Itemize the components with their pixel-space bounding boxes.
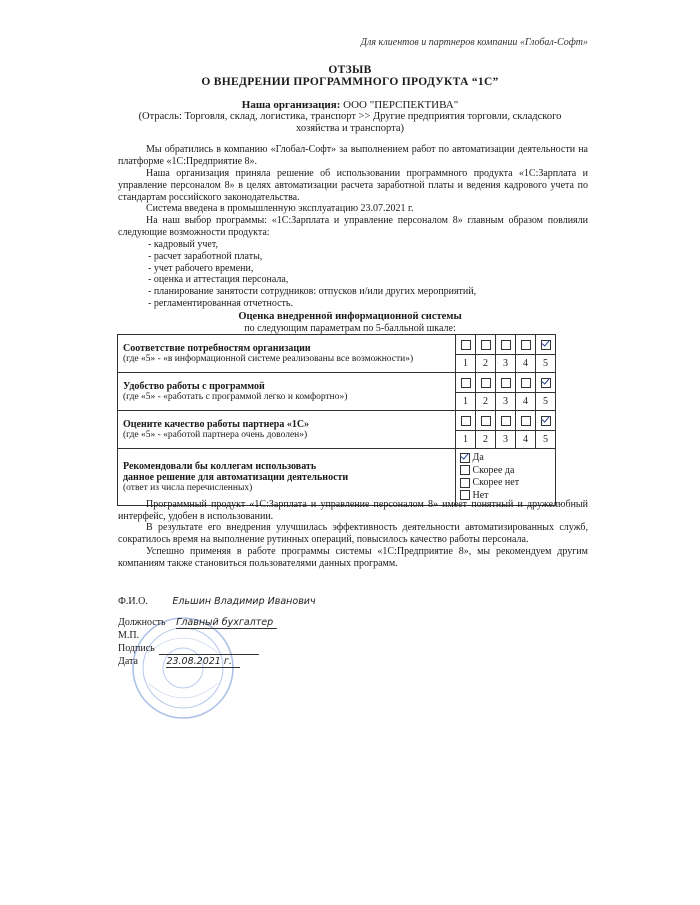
- industry-line: [100, 111, 600, 135]
- score-checkbox[interactable]: [501, 416, 511, 426]
- option-rather-yes[interactable]: Скорее да: [460, 465, 551, 478]
- scale-number: 1: [456, 354, 476, 372]
- scale-number: 4: [516, 430, 536, 448]
- date-label: Дата: [118, 656, 138, 667]
- list-item: - расчет заработной платы,: [148, 250, 263, 262]
- option-checkbox[interactable]: [460, 478, 470, 488]
- scale-number: 5: [536, 430, 556, 448]
- paragraph-choice: На наш выбор программы: «1С:Зарплата и управление персоналом 8» главным образом повлияли следующие возможности продукта:: [118, 215, 588, 238]
- document-title: ОТЗЫВ: [328, 64, 372, 76]
- scale-number: 1: [456, 392, 476, 410]
- score-checkbox[interactable]: [481, 340, 491, 350]
- table-subtitle: по следующим параметрам по 5-балльной шкале:: [244, 323, 456, 334]
- scale-number: 5: [536, 392, 556, 410]
- paragraph-recommend: Успешно применяя в работе программы системы «1С:Предприятие 8», мы рекомендуем другим компаниям также становиться пользователями данных программ.: [118, 546, 588, 569]
- criterion-hint: (где «5» - «в информационной системе реализованы все возможности»): [123, 353, 414, 364]
- table-title: Оценка внедренной информационной системы: [238, 311, 462, 322]
- header-note: Для клиентов и партнеров компании «Глобал-Софт»: [360, 37, 588, 48]
- signature-sign-row: [118, 643, 259, 655]
- recommend-options: [456, 449, 556, 506]
- recommend-title-2: данное решение для автоматизации деятельности: [123, 471, 349, 483]
- feature-list: [148, 239, 476, 310]
- score-checkbox[interactable]: [521, 378, 531, 388]
- scale-number: 2: [476, 430, 496, 448]
- option-checkbox-checked[interactable]: [460, 453, 470, 463]
- rating-table: [117, 334, 556, 506]
- criterion-hint: (где «5» - «работой партнера очень доволен»): [123, 429, 308, 440]
- table-row: [118, 449, 556, 506]
- criterion-cell: [118, 411, 456, 449]
- scale-number: 5: [536, 354, 556, 372]
- score-checkbox[interactable]: [481, 378, 491, 388]
- criterion-cell: [118, 373, 456, 411]
- scale-number: 3: [496, 392, 516, 410]
- scale-number: 4: [516, 392, 536, 410]
- recommend-cell: [118, 449, 456, 506]
- option-rather-no[interactable]: Скорее нет: [460, 477, 551, 490]
- criterion-cell: [118, 335, 456, 373]
- option-yes[interactable]: Да: [460, 452, 551, 465]
- score-checkbox[interactable]: [461, 378, 471, 388]
- paragraph-launch: Система введена в промышленную эксплуатацию 23.07.2021 г.: [146, 203, 414, 214]
- scale-number: 3: [496, 354, 516, 372]
- scale-number: 2: [476, 354, 496, 372]
- scale-number: 1: [456, 430, 476, 448]
- signature-name-row: [118, 596, 316, 607]
- organization-label: Наша организация:: [241, 99, 341, 111]
- position-value: Главный бухгалтер: [176, 617, 277, 629]
- option-checkbox[interactable]: [460, 465, 470, 475]
- criterion-title: Соответствие потребностям организации: [123, 342, 311, 354]
- paragraph-decision: Наша организация приняла решение об использовании программного продукта «1С:Зарплата и управление персоналом 8» в целях автоматизации расчета заработной платы и ведения кадрового учета по стандартам российского законодательства.: [118, 168, 588, 203]
- score-checkbox[interactable]: [461, 340, 471, 350]
- date-value: 23.08.2021 г.: [166, 656, 239, 668]
- score-checkbox-checked[interactable]: [541, 416, 551, 426]
- list-item: - оценка и аттестация персонала,: [148, 274, 289, 286]
- score-checkbox[interactable]: [521, 416, 531, 426]
- scale-number: 3: [496, 430, 516, 448]
- score-checkbox[interactable]: [481, 416, 491, 426]
- scale-number: 2: [476, 392, 496, 410]
- name-label: Ф.И.О.: [118, 596, 148, 607]
- industry-line-1: (Отрасль: Торговля, склад, логистика, транспорт >> Другие предприятия торговли, складского: [138, 111, 562, 122]
- score-checkbox-checked[interactable]: [541, 340, 551, 350]
- criterion-title: Удобство работы с программой: [123, 380, 265, 392]
- table-row: [118, 335, 556, 355]
- document-subtitle: О ВНЕДРЕНИИ ПРОГРАММНОГО ПРОДУКТА “1С”: [201, 76, 499, 88]
- score-checkbox[interactable]: [501, 378, 511, 388]
- table-row: [118, 411, 556, 431]
- signature-line: [159, 643, 259, 655]
- recommend-hint: (ответ из числа перечисленных): [123, 482, 253, 493]
- organization-line: [100, 99, 600, 111]
- industry-line-2: хозяйства и транспорта): [295, 123, 405, 134]
- criterion-title: Оцените качество работы партнера «1С»: [123, 418, 310, 430]
- paragraph-interface: Программный продукт «1С:Зарплата и управление персоналом 8» имеет понятный и дружелюбный интерфейс, удобен в использовании.: [118, 499, 588, 522]
- name-value: Ельшин Владимир Иванович: [172, 596, 316, 607]
- list-item: - кадровый учет,: [148, 239, 218, 250]
- sign-label: Подпись: [118, 643, 155, 654]
- score-checkbox[interactable]: [501, 340, 511, 350]
- score-checkbox[interactable]: [461, 416, 471, 426]
- list-item: - учет рабочего времени,: [148, 262, 254, 274]
- recommend-title-1: Рекомендовали бы коллегам использовать: [123, 460, 317, 472]
- list-item: - регламентированная отчетность.: [148, 297, 293, 309]
- score-checkbox-checked[interactable]: [541, 378, 551, 388]
- signature-date-row: [118, 656, 240, 668]
- table-row: [118, 373, 556, 393]
- organization-stamp: [128, 613, 238, 723]
- paragraph-results: В результате его внедрения улучшилась эффективность деятельности автоматизированных служб, сократилось время на выполнение рутинных операций, повысилось качество работы персонала.: [118, 522, 588, 545]
- paragraph-intro: Мы обратились в компанию «Глобал-Софт» за выполнением работ по автоматизации деятельности на платформе «1С:Предприятие 8».: [118, 144, 588, 167]
- position-label: Должность: [118, 617, 166, 628]
- scale-number: 4: [516, 354, 536, 372]
- criterion-hint: (где «5» - «работать с программой легко и комфортно»): [123, 391, 348, 402]
- signature-position-row: [118, 617, 277, 629]
- stamp-label: М.П.: [118, 630, 140, 641]
- list-item: - планирование занятости сотрудников: отпусков и/или других мероприятий,: [148, 286, 477, 298]
- organization-name: ООО "ПЕРСПЕКТИВА": [343, 99, 459, 111]
- score-checkbox[interactable]: [521, 340, 531, 350]
- option-no[interactable]: Нет: [460, 490, 551, 503]
